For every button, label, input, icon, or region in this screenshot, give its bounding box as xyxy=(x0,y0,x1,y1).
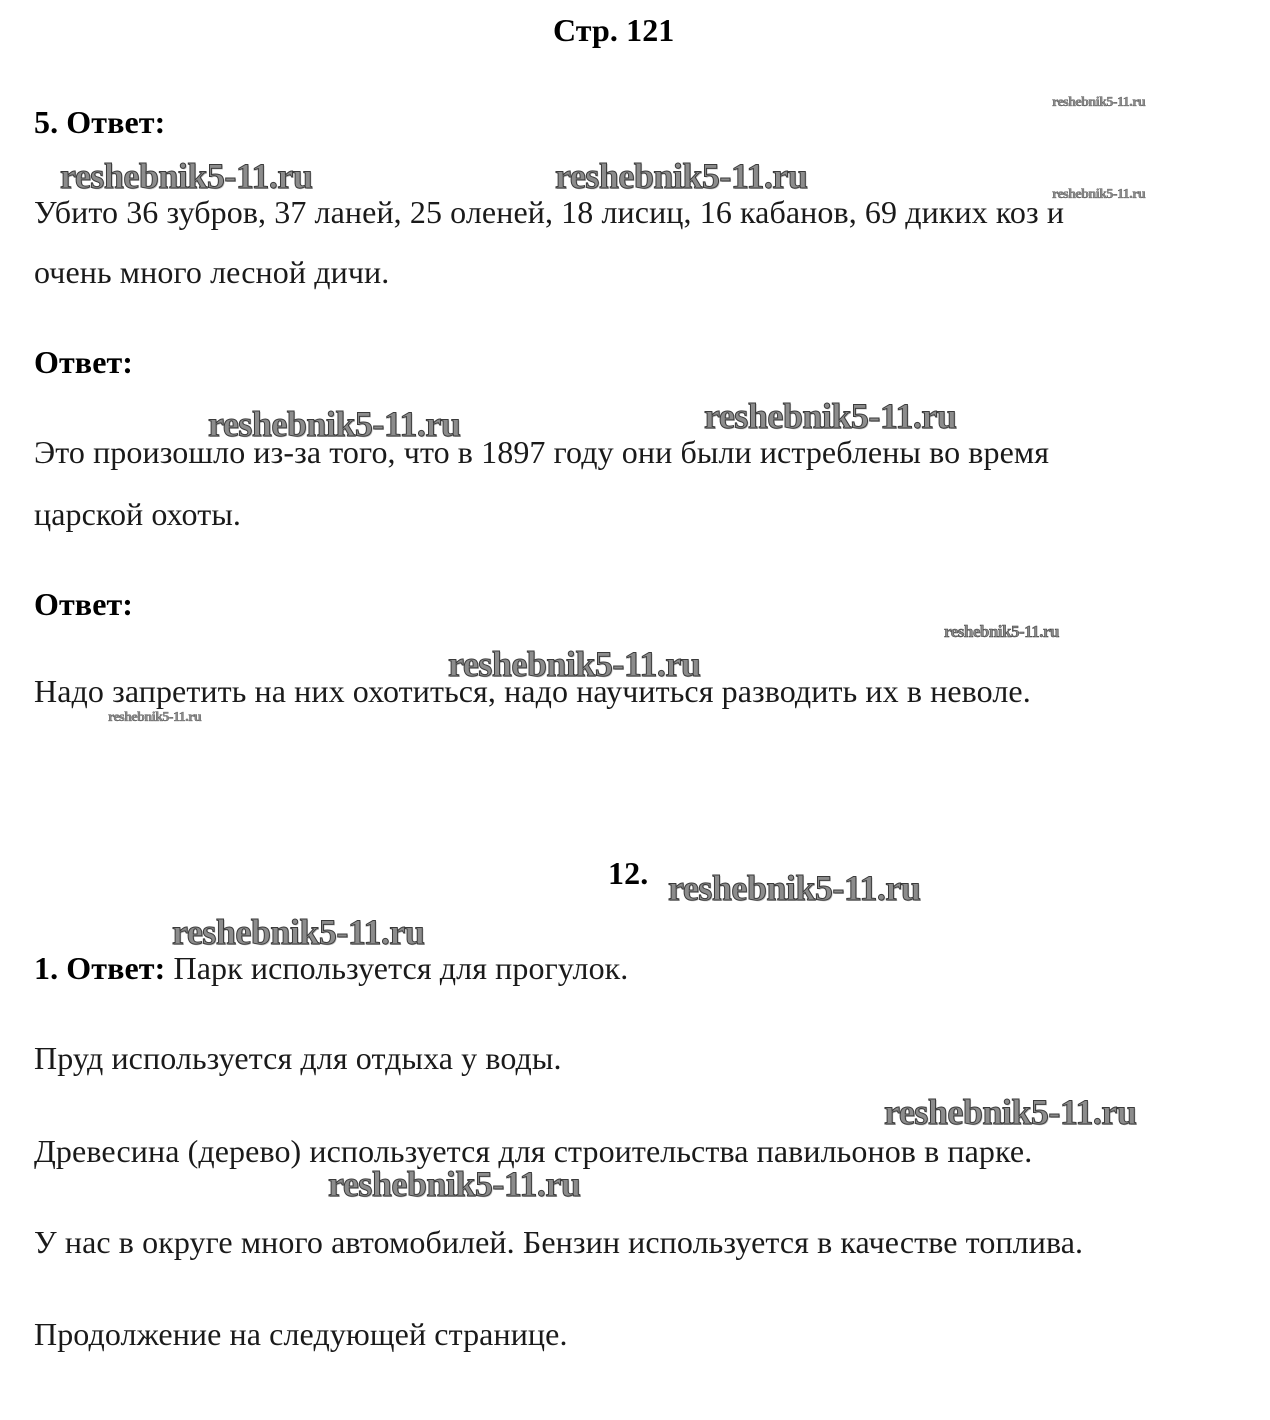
answer-2-heading: Ответ: xyxy=(34,344,134,380)
section-12-line-4: Продолжение на следующей странице. xyxy=(34,1316,568,1352)
watermark: reshebnik5-11.ru xyxy=(884,1092,1137,1132)
section-12-line-2: Древесина (дерево) используется для строительства павильонов в парке. xyxy=(34,1133,1033,1169)
section-5-heading: 5. Ответ: xyxy=(34,104,166,140)
section-5-answer-line-2: очень много лесной дичи. xyxy=(34,254,390,290)
watermark: reshebnik5-11.ru xyxy=(448,644,701,684)
section-12-number: 12. xyxy=(608,855,649,891)
answer-3-line-1: Надо запретить на них охотиться, надо научиться разводить их в неволе. xyxy=(34,673,1031,709)
section-12-line-1: Пруд используется для отдыха у воды. xyxy=(34,1040,562,1076)
watermark: reshebnik5-11.ru xyxy=(60,156,313,196)
watermark: reshebnik5-11.ru xyxy=(555,156,808,196)
answer-2-line-2: царской охоты. xyxy=(34,496,242,532)
watermark: reshebnik5-11.ru xyxy=(668,868,921,908)
watermark: reshebnik5-11.ru xyxy=(208,404,461,444)
watermark: reshebnik5-11.ru xyxy=(328,1164,581,1204)
watermark: reshebnik5-11.ru xyxy=(108,710,202,725)
section-12-q1-label: 1. Ответ: xyxy=(34,950,166,986)
answer-3-heading: Ответ: xyxy=(34,586,134,622)
section-12-q1-text: Парк используется для прогулок. xyxy=(173,950,629,986)
section-12-line-3: У нас в округе много автомобилей. Бензин используется в качестве топлива. xyxy=(34,1224,1084,1260)
watermark: reshebnik5-11.ru xyxy=(172,912,425,952)
section-5-answer-line-1: Убито 36 зубров, 37 ланей, 25 оленей, 18 лисиц, 16 кабанов, 69 диких коз и xyxy=(34,194,1065,230)
answer-2-line-1: Это произошло из-за того, что в 1897 году они были истреблены во время xyxy=(34,434,1050,470)
watermark: reshebnik5-11.ru xyxy=(704,396,957,436)
watermark: reshebnik5-11.ru xyxy=(944,622,1059,641)
watermark: reshebnik5-11.ru xyxy=(1052,187,1146,202)
section-12-q1 xyxy=(34,952,628,984)
page-header: Стр. 121 xyxy=(553,12,675,48)
watermark: reshebnik5-11.ru xyxy=(1052,95,1146,110)
